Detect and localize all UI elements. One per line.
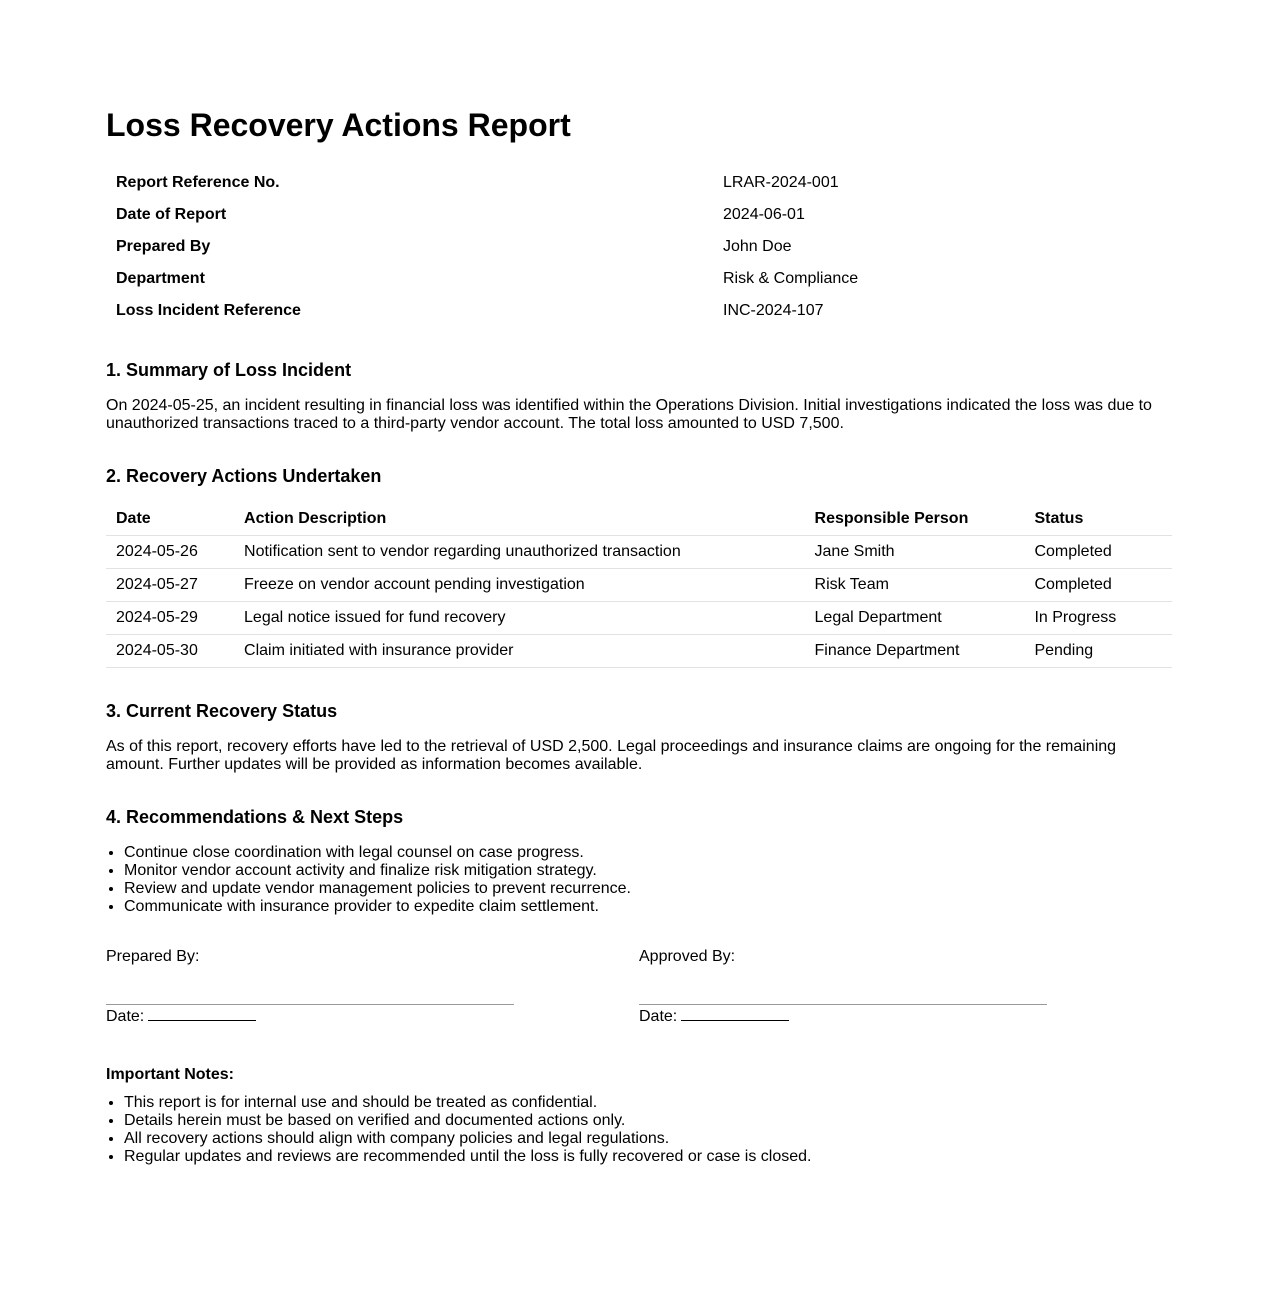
meta-label: Date of Report xyxy=(116,206,227,224)
prepared-by-signature-line xyxy=(106,1004,514,1005)
status-paragraph: As of this report, recovery efforts have led to the retrieval of USD 2,500. Legal proceedings and insurance claims are ongoing for the remaining amount. Further updates will be provided as information becomes available. xyxy=(106,738,1117,774)
section-heading-summary: 1. Summary of Loss Incident xyxy=(106,360,352,381)
meta-row xyxy=(106,167,1172,199)
cell-person: Finance Department xyxy=(805,635,1025,668)
approved-date-row xyxy=(639,1006,1172,1026)
cell-status: Pending xyxy=(1024,635,1172,668)
column-header-person: Responsible Person xyxy=(805,503,1025,536)
notes-title: Important Notes: xyxy=(106,1066,234,1084)
list-item: • Continue close coordination with legal counsel on case progress. xyxy=(124,844,1172,862)
notes-list xyxy=(106,1094,1172,1166)
recovery-actions-table xyxy=(106,503,1172,668)
report-title: Loss Recovery Actions Report xyxy=(106,107,571,143)
list-item: • Regular updates and reviews are recommended until the loss is fully recovered or case is closed. xyxy=(124,1148,1172,1166)
list-item: • Monitor vendor account activity and finalize risk mitigation strategy. xyxy=(124,862,1172,880)
column-header-date: Date xyxy=(106,503,234,536)
cell-date: 2024-05-30 xyxy=(106,635,234,668)
report-meta-table xyxy=(106,167,1172,327)
cell-action: Notification sent to vendor regarding unauthorized transaction xyxy=(234,536,805,569)
section-heading-recovery-actions: 2. Recovery Actions Undertaken xyxy=(106,466,382,487)
column-header-action: Action Description xyxy=(234,503,805,536)
cell-status: Completed xyxy=(1024,536,1172,569)
cell-date: 2024-05-27 xyxy=(106,569,234,602)
summary-paragraph: On 2024-05-25, an incident resulting in financial loss was identified within the Operations Division. Initial investigations indicated the loss was due to unauthorized transactions traced to a third-party vendor account. The total loss amounted to USD 7,500. xyxy=(106,397,1152,433)
recommendations-list xyxy=(106,844,1172,916)
meta-value: Risk & Compliance xyxy=(723,270,859,288)
approved-by-block xyxy=(639,948,1172,1026)
list-item: • Review and update vendor management policies to prevent recurrence. xyxy=(124,880,1172,898)
meta-row xyxy=(106,231,1172,263)
list-item: • This report is for internal use and should be treated as confidential. xyxy=(124,1094,1172,1112)
cell-date: 2024-05-26 xyxy=(106,536,234,569)
meta-value: LRAR-2024-001 xyxy=(723,174,839,192)
table-row xyxy=(106,602,1172,635)
meta-label: Loss Incident Reference xyxy=(116,302,301,320)
section-heading-current-status: 3. Current Recovery Status xyxy=(106,701,338,722)
approved-date-blank xyxy=(681,1006,789,1021)
table-row xyxy=(106,569,1172,602)
cell-person: Legal Department xyxy=(805,602,1025,635)
column-header-status: Status xyxy=(1024,503,1172,536)
list-item: • Communicate with insurance provider to expedite claim settlement. xyxy=(124,898,1172,916)
prepared-by-label: Prepared By: xyxy=(106,948,200,966)
cell-status: Completed xyxy=(1024,569,1172,602)
section-heading-recommendations: 4. Recommendations & Next Steps xyxy=(106,807,404,828)
cell-person: Risk Team xyxy=(805,569,1025,602)
meta-label: Department xyxy=(116,270,205,288)
meta-label: Prepared By xyxy=(116,238,211,256)
cell-date: 2024-05-29 xyxy=(106,602,234,635)
meta-row xyxy=(106,199,1172,231)
signature-section xyxy=(106,948,1172,1026)
meta-row xyxy=(106,263,1172,295)
meta-label: Report Reference No. xyxy=(116,174,280,192)
approved-by-signature-line xyxy=(639,1004,1047,1005)
list-item: • Details herein must be based on verified and documented actions only. xyxy=(124,1112,1172,1130)
cell-status: In Progress xyxy=(1024,602,1172,635)
prepared-date-row xyxy=(106,1006,639,1026)
prepared-date-blank xyxy=(148,1006,256,1021)
table-row xyxy=(106,536,1172,569)
cell-action: Claim initiated with insurance provider xyxy=(234,635,805,668)
table-header-row xyxy=(106,503,1172,536)
meta-value: 2024-06-01 xyxy=(723,206,805,224)
prepared-by-block xyxy=(106,948,639,1026)
cell-action: Freeze on vendor account pending investigation xyxy=(234,569,805,602)
approved-by-label: Approved By: xyxy=(639,948,736,966)
prepared-date-label: Date: xyxy=(106,1008,145,1026)
table-row xyxy=(106,635,1172,668)
meta-value: John Doe xyxy=(723,238,792,256)
meta-row xyxy=(106,295,1172,327)
cell-action: Legal notice issued for fund recovery xyxy=(234,602,805,635)
approved-date-label: Date: xyxy=(639,1008,678,1026)
list-item: • All recovery actions should align with company policies and legal regulations. xyxy=(124,1130,1172,1148)
cell-person: Jane Smith xyxy=(805,536,1025,569)
meta-value: INC-2024-107 xyxy=(723,302,824,320)
